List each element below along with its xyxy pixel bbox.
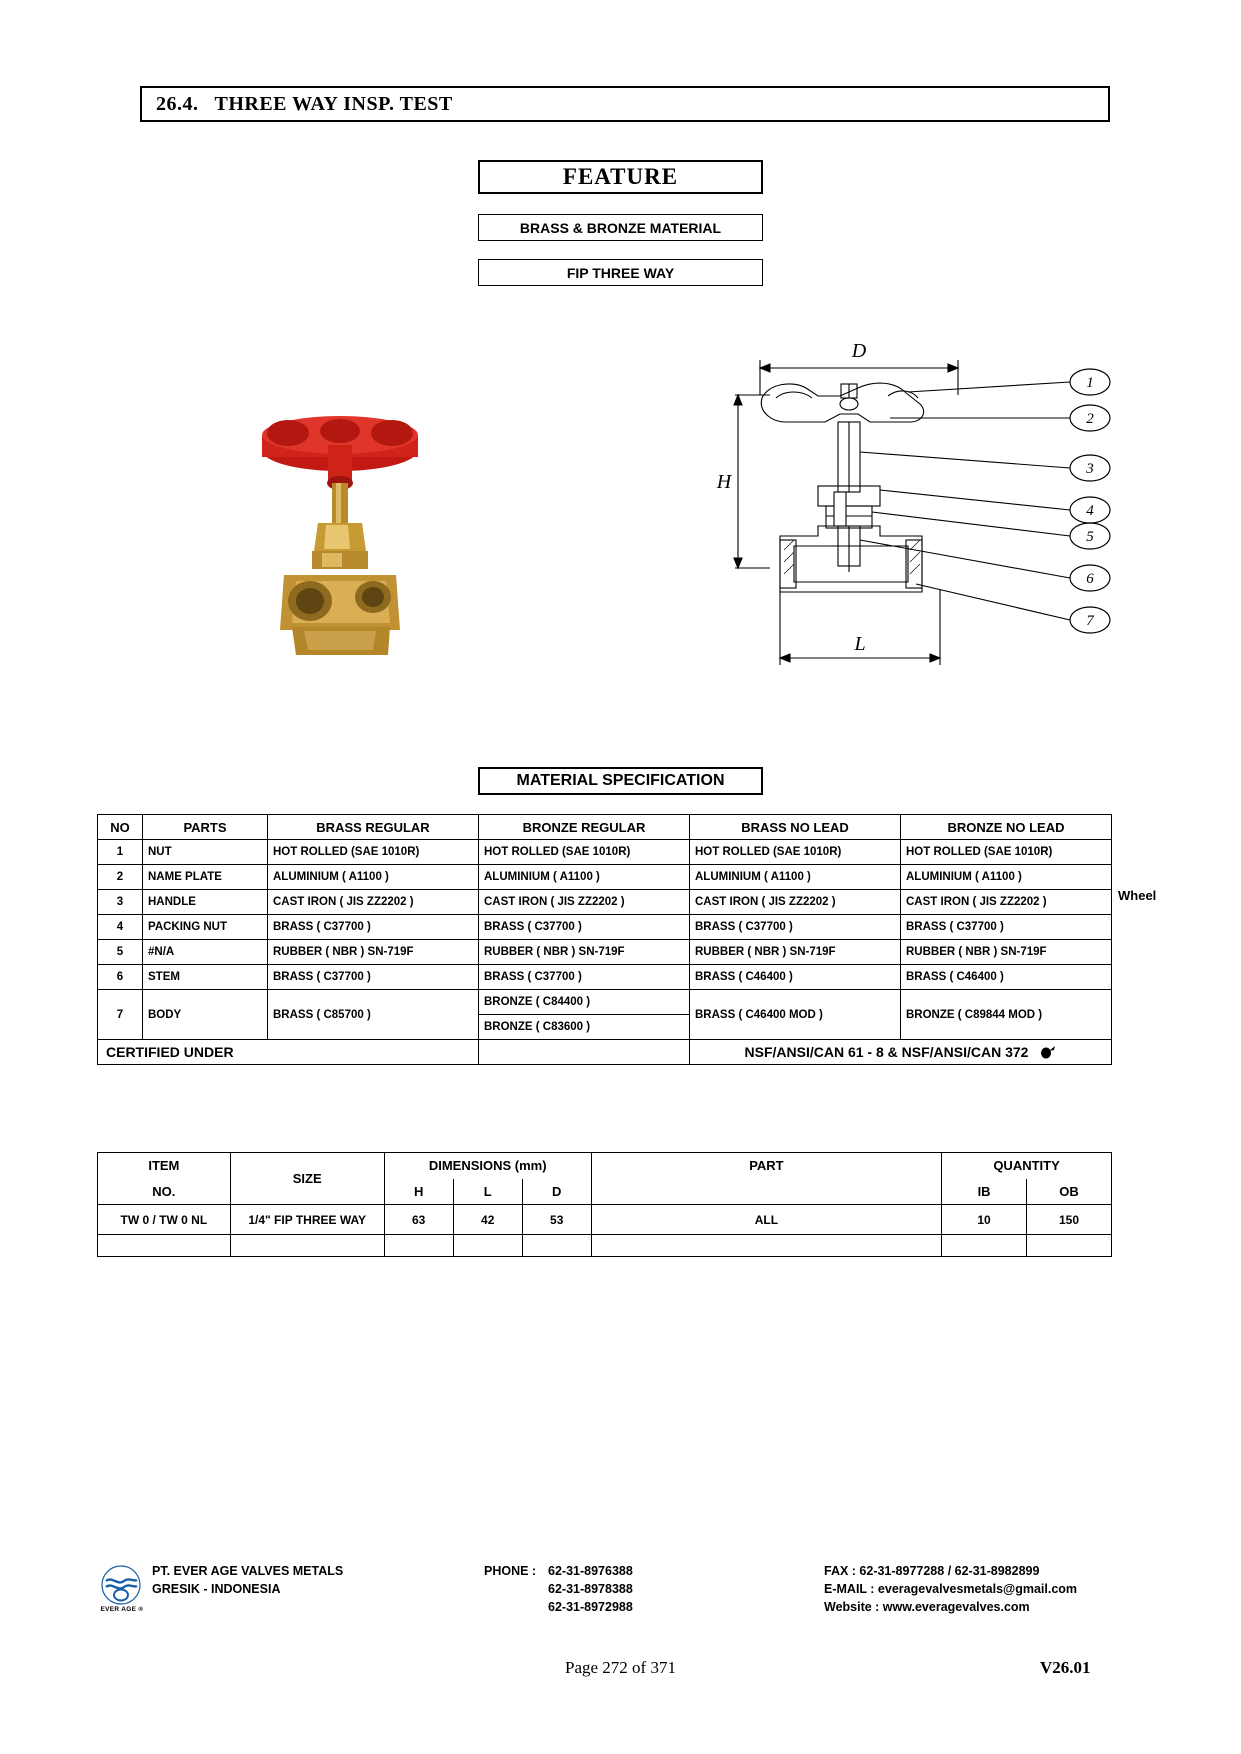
header-dimensions: DIMENSIONS (mm) [384,1153,591,1179]
company-name: PT. EVER AGE VALVES METALS [152,1564,344,1578]
table-header-row [98,815,1112,840]
row-bronze-regular: ALUMINIUM ( A1100 ) [479,865,690,890]
feature-material-line: BRASS & BRONZE MATERIAL [478,214,763,241]
company-address [152,1562,343,1598]
document-version: V26.01 [1040,1658,1091,1677]
callout-5: 5 [1086,529,1094,545]
cell-ob: 150 [1027,1205,1112,1235]
valve-photo [240,405,440,685]
table-row-body-1 [98,990,1112,1015]
valve-technical-drawing [716,340,1140,740]
header-part: PART [591,1153,941,1179]
header-quantity: QUANTITY [942,1153,1112,1179]
row-bronze-regular: HOT ROLLED (SAE 1010R) [479,840,690,865]
row-brass-regular: HOT ROLLED (SAE 1010R) [268,840,479,865]
row-bronze-no-lead: BRASS ( C46400 ) [901,965,1112,990]
callout-7: 7 [1086,613,1094,629]
header-ib: IB [942,1179,1027,1205]
dimension-label-l: L [854,633,866,655]
row-brass-no-lead: BRASS ( C37700 ) [690,915,901,940]
row-brass-regular: CAST IRON ( JIS ZZ2202 ) [268,890,479,915]
table-row [98,965,1112,990]
row-brass-regular: BRASS ( C37700 ) [268,915,479,940]
page-title-number: 26.4. [156,92,199,115]
col-header-brass-regular: BRASS REGULAR [268,815,479,840]
header-d: D [522,1179,591,1205]
material-specification-heading: MATERIAL SPECIFICATION [478,767,763,795]
table-row [98,865,1112,890]
material-specification-table [97,814,1112,1065]
row-bronze-regular-2: BRONZE ( C83600 ) [479,1015,690,1040]
fax-number: FAX : 62-31-8977288 / 62-31-8982899 [824,1564,1040,1578]
row-part: PACKING NUT [143,915,268,940]
row-bronze-regular-1: BRONZE ( C84400 ) [479,990,690,1015]
certified-under-row [98,1040,1112,1065]
row-bronze-regular: RUBBER ( NBR ) SN-719F [479,940,690,965]
row-brass-no-lead: ALUMINIUM ( A1100 ) [690,865,901,890]
row-no: 6 [98,965,143,990]
row-brass-no-lead: BRASS ( C46400 MOD ) [690,990,901,1040]
table-row [98,840,1112,865]
dimensions-quantity-table [97,1152,1112,1257]
phone-numbers [548,1562,633,1616]
row-part: BODY [143,990,268,1040]
header-size: SIZE [230,1153,384,1205]
cell-blank [98,1235,231,1257]
phone-number-3: 62-31-8972988 [548,1600,633,1614]
header-ob: OB [1027,1179,1112,1205]
company-logo-icon [100,1565,142,1605]
row-no: 1 [98,840,143,865]
row-brass-regular: BRASS ( C85700 ) [268,990,479,1040]
row-part: HANDLE [143,890,268,915]
page-title [140,86,1110,122]
col-header-bronze-regular: BRONZE REGULAR [479,815,690,840]
row-bronze-regular: BRASS ( C37700 ) [479,915,690,940]
callout-3: 3 [1086,461,1094,477]
row-no: 2 [98,865,143,890]
col-header-no: NO [98,815,143,840]
cell-d: 53 [522,1205,591,1235]
contact-details [824,1562,1077,1616]
header-h: H [384,1179,453,1205]
certified-under-blank [479,1040,690,1065]
col-header-bronze-no-lead: BRONZE NO LEAD [901,815,1112,840]
row-part: #N/A [143,940,268,965]
row-brass-no-lead: HOT ROLLED (SAE 1010R) [690,840,901,865]
cell-size: 1/4" FIP THREE WAY [230,1205,384,1235]
row-brass-regular: BRASS ( C37700 ) [268,965,479,990]
row-no: 4 [98,915,143,940]
cell-blank [1027,1235,1112,1257]
row-part: STEM [143,965,268,990]
row-brass-no-lead: CAST IRON ( JIS ZZ2202 ) [690,890,901,915]
callout-2: 2 [1086,411,1094,427]
feature-type-line: FIP THREE WAY [478,259,763,286]
email-address: E-MAIL : everagevalvesmetals@gmail.com [824,1582,1078,1596]
cell-blank [942,1235,1027,1257]
dimension-label-d: D [851,340,867,362]
certified-under-label: CERTIFIED UNDER [98,1040,479,1065]
nsf-certification-icon [1040,1044,1056,1060]
cell-l: 42 [453,1205,522,1235]
cell-h: 63 [384,1205,453,1235]
phone-number-2: 62-31-8978388 [548,1582,633,1596]
certified-under-value-cell [690,1040,1112,1065]
header-part-no [591,1179,941,1205]
callout-1: 1 [1086,375,1094,391]
row-brass-no-lead: BRASS ( C46400 ) [690,965,901,990]
company-location: GRESIK - INDONESIA [152,1582,281,1596]
table-row [98,940,1112,965]
row-brass-regular: ALUMINIUM ( A1100 ) [268,865,479,890]
dim-data-row [98,1205,1112,1235]
cell-item-no: TW 0 / TW 0 NL [98,1205,231,1235]
dim-header-row-1 [98,1153,1112,1179]
page-title-text: THREE WAY INSP. TEST [214,92,453,115]
cell-blank [453,1235,522,1257]
col-header-parts: PARTS [143,815,268,840]
cell-blank [591,1235,941,1257]
row-bronze-no-lead: HOT ROLLED (SAE 1010R) [901,840,1112,865]
table-row [98,890,1112,915]
header-item-no: NO. [98,1179,231,1205]
row-no: 7 [98,990,143,1040]
company-logo-text: EVER AGE ® [100,1606,144,1613]
page-number: Page 272 of 371 [565,1658,676,1677]
row-bronze-no-lead: BRONZE ( C89844 MOD ) [901,990,1112,1040]
website-address: Website : www.everagevalves.com [824,1600,1030,1614]
feature-heading: FEATURE [478,160,763,194]
row-bronze-no-lead: CAST IRON ( JIS ZZ2202 ) [901,890,1112,915]
row-bronze-regular: BRASS ( C37700 ) [479,965,690,990]
row-brass-regular: RUBBER ( NBR ) SN-719F [268,940,479,965]
callout-6: 6 [1086,571,1094,587]
row-bronze-no-lead: BRASS ( C37700 ) [901,915,1112,940]
row-no: 5 [98,940,143,965]
callout-4: 4 [1086,503,1094,519]
certified-under-value: NSF/ANSI/CAN 61 - 8 & NSF/ANSI/CAN 372 [744,1044,1029,1060]
header-item: ITEM [98,1153,231,1179]
dimension-label-h: H [716,471,732,493]
cell-ib: 10 [942,1205,1027,1235]
header-l: L [453,1179,522,1205]
table-row [98,915,1112,940]
cell-part-no: ALL [591,1205,941,1235]
phone-label: PHONE : [484,1564,537,1578]
dim-blank-row [98,1235,1112,1257]
page-footer [0,1560,1241,1690]
row-no: 3 [98,890,143,915]
row-part: NAME PLATE [143,865,268,890]
wheel-note: Wheel [1118,888,1157,903]
row-bronze-no-lead: ALUMINIUM ( A1100 ) [901,865,1112,890]
row-brass-no-lead: RUBBER ( NBR ) SN-719F [690,940,901,965]
phone-number-1: 62-31-8976388 [548,1564,633,1578]
cell-blank [384,1235,453,1257]
row-part: NUT [143,840,268,865]
row-bronze-regular: CAST IRON ( JIS ZZ2202 ) [479,890,690,915]
row-bronze-no-lead: RUBBER ( NBR ) SN-719F [901,940,1112,965]
cell-blank [230,1235,384,1257]
cell-blank [522,1235,591,1257]
col-header-brass-no-lead: BRASS NO LEAD [690,815,901,840]
